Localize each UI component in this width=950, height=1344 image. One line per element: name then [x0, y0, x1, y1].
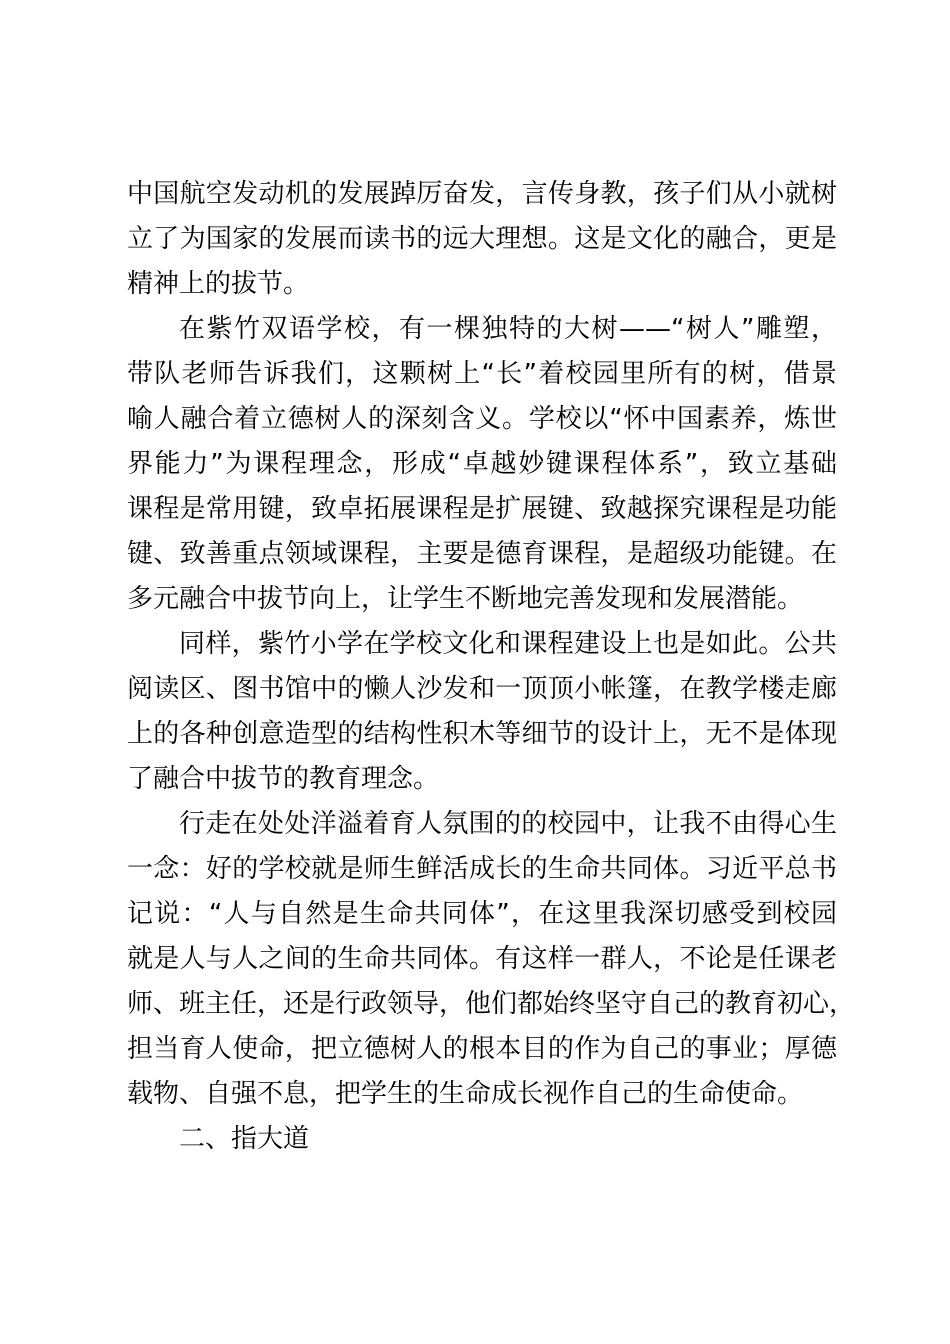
paragraph-line: 了融合中拔节的教育理念。 — [127, 764, 440, 794]
section-heading: 二、指大道 — [179, 1124, 310, 1154]
paragraph-line: 界能力”为课程理念，形成“卓越妙键课程体系”，致立基础 — [127, 449, 837, 479]
paragraph-line: 同样，紫竹小学在学校文化和课程建设上也是如此。公共 — [179, 629, 837, 659]
paragraph-line: 记说：“人与自然是生命共同体”，在这里我深切感受到校园 — [127, 899, 837, 929]
paragraph-line: 在紫竹双语学校，有一棵独特的大树——“树人”雕塑， — [179, 314, 837, 344]
paragraph-line: 喻人融合着立德树人的深刻含义。学校以“怀中国素养，炼世 — [127, 404, 837, 434]
paragraph-line: 精神上的拔节。 — [127, 269, 310, 299]
paragraph-line: 带队老师告诉我们，这颗树上“长”着校园里所有的树，借景 — [127, 359, 837, 389]
paragraph-line: 多元融合中拔节向上，让学生不断地完善发现和发展潜能。 — [127, 584, 804, 614]
paragraph-3 — [127, 622, 837, 802]
paragraph-line: 担当育人使命，把立德树人的根本目的作为自己的事业；厚德 — [127, 1034, 837, 1064]
paragraph-4 — [127, 802, 856, 1117]
paragraph-line: 课程是常用键，致卓拓展课程是扩展键、致越探究课程是功能 — [127, 494, 837, 524]
paragraph-line: 载物、自强不息，把学生的生命成长视作自己的生命使命。 — [127, 1079, 804, 1109]
paragraph-line: 上的各种创意造型的结构性积木等细节的设计上，无不是体现 — [127, 719, 837, 749]
paragraph-line: 中国航空发动机的发展踔厉奋发，言传身教，孩子们从小就树 — [127, 179, 837, 209]
paragraph-2 — [127, 307, 837, 622]
paragraph-1 — [127, 172, 837, 307]
paragraph-line: 行走在处处洋溢着育人氛围的的校园中，让我不由得心生 — [179, 809, 837, 839]
paragraph-line: 就是人与人之间的生命共同体。有这样一群人，不论是任课老 — [127, 944, 837, 974]
paragraph-line: 一念：好的学校就是师生鲜活成长的生命共同体。习近平总书 — [127, 854, 837, 884]
document-body — [127, 172, 856, 1162]
paragraph-line: 键、致善重点领域课程，主要是德育课程，是超级功能键。在 — [127, 539, 837, 569]
paragraph-line: 立了为国家的发展而读书的远大理想。这是文化的融合，更是 — [127, 224, 837, 254]
paragraph-line: 阅读区、图书馆中的懒人沙发和一顶顶小帐篷，在教学楼走廊 — [127, 674, 837, 704]
paragraph-line: 师、班主任，还是行政领导，他们都始终坚守自己的教育初心， — [127, 989, 856, 1019]
